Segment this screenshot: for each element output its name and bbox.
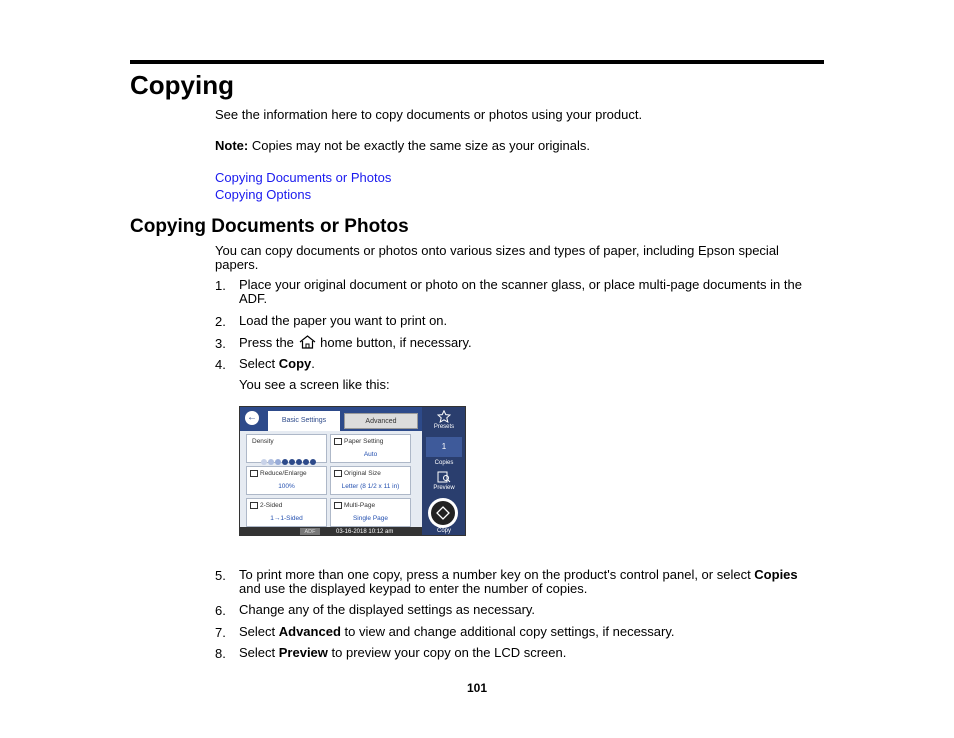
- preview-label: Preview: [433, 485, 455, 491]
- paper-setting-value: Auto: [363, 451, 378, 458]
- datetime: 03-16-2018 10:12 am: [336, 529, 394, 535]
- star-icon: [437, 410, 451, 423]
- step-4: [239, 357, 814, 371]
- copy-label: Copy: [436, 528, 451, 534]
- section-title: Copying Documents or Photos: [130, 216, 409, 237]
- reduce-enlarge-value: 100%: [278, 483, 295, 490]
- step-1: [239, 278, 814, 306]
- paper-setting-label: Paper Setting: [344, 438, 384, 445]
- reduce-enlarge-label: Reduce/Enlarge: [260, 470, 307, 477]
- title-rule: [130, 60, 824, 64]
- resize-icon: [250, 470, 258, 477]
- two-sided-label: 2-Sided: [260, 502, 283, 509]
- preview-icon: [437, 471, 451, 483]
- two-sided-value: 1→1-Sided: [270, 515, 303, 522]
- step-number: 5.: [215, 568, 226, 583]
- tab-basic-settings: Basic Settings: [268, 411, 340, 431]
- lcd-status-bar: [240, 527, 422, 536]
- start-diamond-icon: [431, 501, 455, 525]
- original-size-tile: [330, 466, 411, 495]
- section-intro-line2: papers.: [215, 257, 259, 272]
- multi-page-tile: [330, 498, 411, 527]
- step-number: 2.: [215, 314, 226, 329]
- section-intro-line1: You can copy documents or photos onto various sizes and types of paper, including Epson special: [215, 243, 779, 258]
- copies-value: 1: [426, 437, 462, 457]
- step-number: 8.: [215, 646, 226, 661]
- step-2: Load the paper you want to print on.: [239, 313, 448, 328]
- original-size-label: Original Size: [344, 470, 381, 477]
- document-icon: [334, 470, 342, 477]
- step-number: 6.: [215, 603, 226, 618]
- step-4-text: Select: [239, 356, 279, 371]
- step-5-line1: To print more than one copy, press a number key on the product's control panel, or select Copies: [239, 567, 798, 582]
- two-sided-tile: [246, 498, 327, 527]
- step-number: 7.: [215, 625, 226, 640]
- multipage-icon: [334, 502, 342, 509]
- paper-setting-tile: [330, 434, 411, 463]
- step-7: Select Advanced to view and change additional copy settings, if necessary.: [239, 624, 675, 639]
- note-label: Note:: [215, 138, 249, 153]
- link-copying-documents[interactable]: Copying Documents or Photos: [215, 170, 392, 185]
- step-1-line1: Place your original document or photo on the scanner glass, or place multi-page documents in the: [239, 277, 802, 292]
- adf-indicator: ADF: [300, 528, 320, 536]
- copy-start-button: [428, 498, 458, 528]
- step-4-bold: Copy: [278, 356, 312, 371]
- lcd-settings-grid: [240, 431, 422, 527]
- step-5: [239, 568, 814, 596]
- link-copying-options[interactable]: Copying Options: [215, 187, 312, 202]
- presets-label: Presets: [433, 424, 455, 430]
- page-number: 101: [466, 681, 488, 695]
- step-4-sub: You see a screen like this:: [239, 377, 390, 392]
- paper-icon: [334, 438, 342, 445]
- tab-advanced: Advanced: [344, 413, 418, 429]
- density-tile: [246, 434, 327, 463]
- lcd-tab-bar: [240, 407, 422, 431]
- note-text: Copies may not be exactly the same size as your originals.: [248, 138, 590, 153]
- multi-page-label: Multi-Page: [344, 502, 376, 509]
- reduce-enlarge-tile: [246, 466, 327, 495]
- step-3: [239, 335, 814, 350]
- step-number: 4.: [215, 357, 226, 372]
- home-icon: [299, 335, 316, 349]
- density-label: Density: [252, 438, 274, 445]
- multi-page-value: Single Page: [352, 515, 389, 522]
- back-arrow-icon: ←: [247, 412, 257, 423]
- step-1-line2: ADF.: [239, 291, 268, 306]
- lcd-side-panel: [422, 407, 466, 536]
- step-number: 1.: [215, 278, 226, 293]
- step-6: Change any of the displayed settings as necessary.: [239, 602, 536, 617]
- step-3-text: Press the: [239, 335, 298, 350]
- copies-label: Copies: [434, 460, 454, 466]
- step-5-line2: and use the displayed keypad to enter the number of copies.: [239, 581, 588, 596]
- step-8: Select Preview to preview your copy on the LCD screen.: [239, 645, 567, 660]
- original-size-value: Letter (8 1/2 x 11 in): [341, 483, 400, 490]
- step-3-text-end: home button, if necessary.: [316, 335, 472, 350]
- lcd-screen-image: [239, 406, 466, 536]
- page-title: Copying: [130, 70, 234, 100]
- note: [215, 138, 590, 153]
- duplex-icon: [250, 502, 258, 509]
- step-number: 3.: [215, 336, 226, 351]
- density-dots-icon: [261, 452, 317, 459]
- step-4-period: .: [311, 356, 315, 371]
- intro-text: See the information here to copy documents or photos using your product.: [215, 107, 643, 122]
